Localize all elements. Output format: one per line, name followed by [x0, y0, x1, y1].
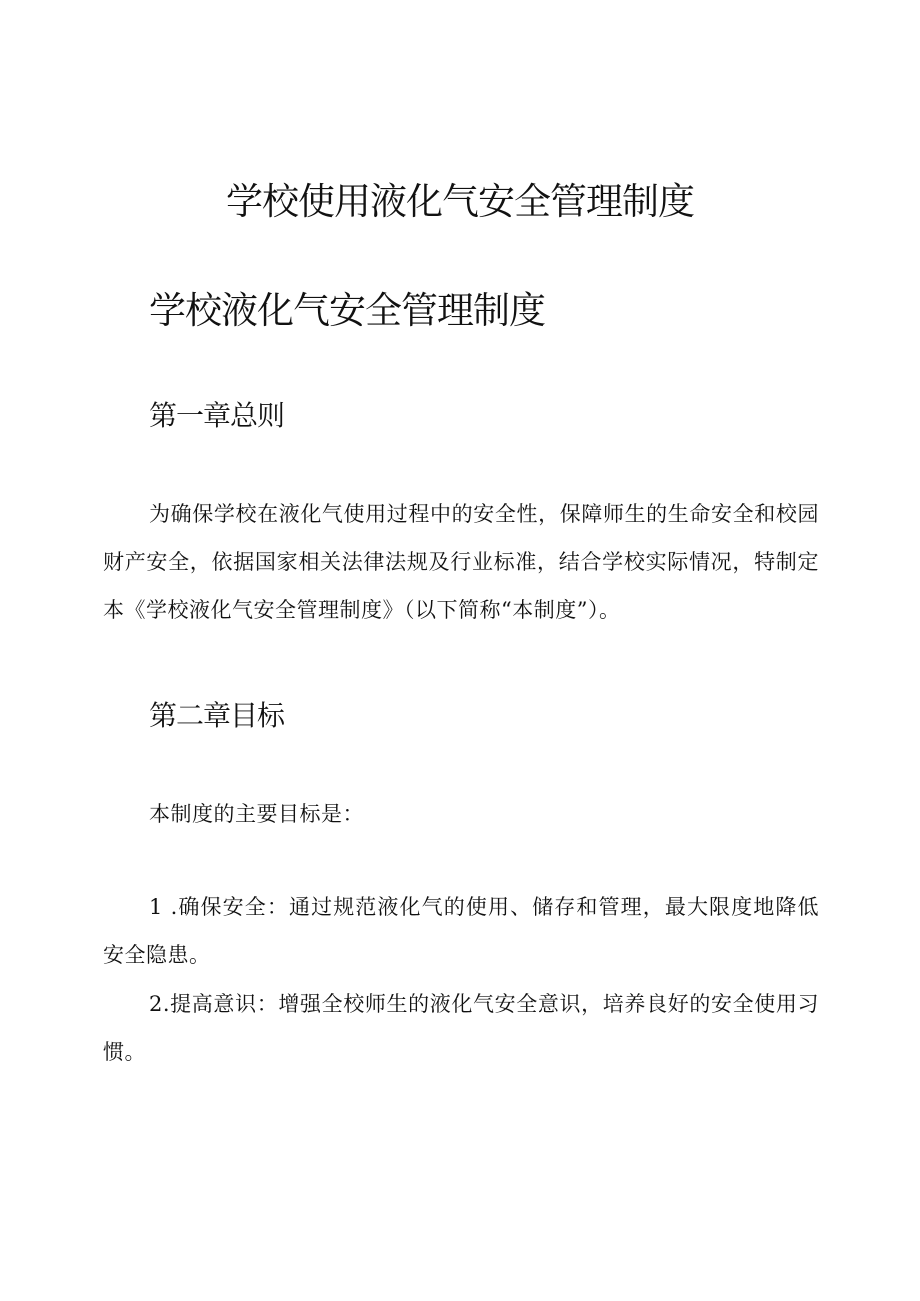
chapter-1-paragraph: 为确保学校在液化气使用过程中的安全性，保障师生的生命安全和校园财产安全，依据国家相关法律法规及行业标准，结合学校实际情况，特制定本《学校液化气安全管理制度》（以下简称“本制度”）。 — [103, 502, 819, 622]
document-title: 学校使用液化气安全管理制度 — [226, 180, 694, 223]
chapter-1-heading: 第一章总则 — [149, 399, 285, 432]
chapter-2-intro-paragraph: 本制度的主要目标是： — [149, 802, 364, 826]
document-subtitle: 学校液化气安全管理制度 — [149, 289, 545, 332]
goal-item-2: 2.提高意识：增强全校师生的液化气安全意识，培养良好的安全使用习惯。 — [103, 992, 819, 1064]
chapter-2-heading: 第二章目标 — [149, 699, 285, 732]
goal-item-1: 1 .确保安全：通过规范液化气的使用、储存和管理，最大限度地降低安全隐患。 — [103, 895, 819, 967]
